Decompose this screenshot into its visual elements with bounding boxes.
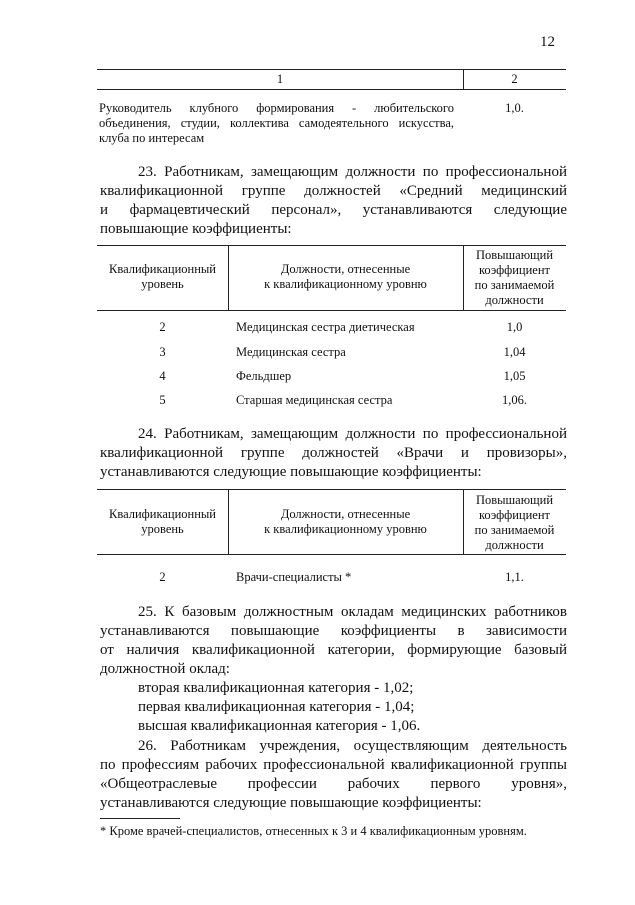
- table-cell-level: 2: [159, 570, 166, 584]
- header-coefficient-line: по занимаемой: [474, 278, 555, 292]
- header-positions-line: к квалификационному уровню: [264, 522, 427, 536]
- row-value: 1,0.: [505, 101, 524, 115]
- header-level-line: Квалификационный: [109, 262, 216, 276]
- list-item: вторая квалификационная категория - 1,02;: [138, 680, 414, 696]
- table-cell-position: Врачи-специалисты *: [236, 570, 352, 584]
- table-cell-coefficient: 1,06.: [502, 393, 527, 407]
- row-name-line-1: Руководитель клубного формирования - любительского: [99, 101, 454, 115]
- header-coefficient-line: коэффициент: [478, 508, 551, 522]
- table-header-border: [97, 310, 566, 311]
- table-cell-position: Медицинская сестра диетическая: [236, 320, 415, 334]
- section-24-line-2: квалификационной группе должностей «Врачи и провизоры»,: [100, 445, 567, 461]
- table-header-border: [97, 89, 566, 90]
- section-23-line-4: повышающие коэффициенты:: [100, 221, 292, 237]
- section-26-line-2: по профессиям рабочих профессиональной квалификационной группы: [100, 757, 567, 773]
- header-positions: [228, 507, 463, 537]
- header-coefficient-line: Повышающий: [475, 248, 554, 262]
- list-item: высшая квалификационная категория - 1,06.: [138, 718, 421, 734]
- header-coefficient-line: должности: [485, 538, 544, 552]
- section-23-line-2: квалификационной группе должностей «Средний медицинский: [100, 183, 567, 199]
- header-level-line: уровень: [141, 277, 184, 291]
- table-cell-coefficient: 1,05: [503, 369, 526, 383]
- table-top-border: [97, 245, 566, 246]
- section-26-line-4: устанавливаются следующие повышающие коэффициенты:: [100, 795, 482, 811]
- footnote-separator: [100, 818, 180, 819]
- table-header-border: [97, 554, 566, 555]
- header-coefficient: [463, 248, 566, 308]
- section-24-line-3: устанавливаются следующие повышающие коэффициенты:: [100, 464, 482, 480]
- header-coefficient-line: Повышающий: [475, 493, 554, 507]
- table-cell-coefficient: 1,04: [503, 345, 526, 359]
- row-name-line-3: клуба по интересам: [99, 131, 205, 145]
- header-coefficient-line: должности: [485, 293, 544, 307]
- header-coefficient-line: по занимаемой: [474, 523, 555, 537]
- table-cell-position: Фельдшер: [236, 369, 292, 383]
- section-23-line-1: 23. Работникам, замещающим должности по профессиональной: [138, 164, 567, 180]
- column-header-1: 1: [276, 72, 284, 86]
- header-coefficient: [463, 493, 566, 553]
- section-26-line-3: «Общеотраслевые профессии рабочих первого уровня»,: [100, 776, 567, 792]
- section-25-line-2: устанавливаются повышающие коэффициенты в зависимости: [100, 623, 567, 639]
- header-positions: [228, 262, 463, 292]
- header-positions-line: Должности, отнесенные: [280, 262, 411, 276]
- table-cell-level: 3: [159, 345, 166, 359]
- footnote: * Кроме врачей-специалистов, отнесенных к 3 и 4 квалификационным уровням.: [100, 824, 527, 838]
- table-cell-position: Медицинская сестра: [236, 345, 346, 359]
- column-header-2: 2: [511, 72, 518, 86]
- list-item: первая квалификационная категория - 1,04;: [138, 699, 415, 715]
- row-name-line-2: объединения, студии, коллектива самодеятельного искусства,: [99, 116, 454, 130]
- section-24-line-1: 24. Работникам, замещающим должности по профессиональной: [138, 426, 567, 442]
- table-cell-level: 5: [159, 393, 166, 407]
- header-coefficient-line: коэффициент: [478, 263, 551, 277]
- table-cell-coefficient: 1,1.: [505, 570, 524, 584]
- section-25-line-1: 25. К базовым должностным окладам медицинских работников: [138, 604, 567, 620]
- table-top-border: [97, 69, 566, 70]
- page-number: 12: [540, 34, 555, 50]
- header-level: [97, 262, 228, 292]
- section-25-line-4: должностной оклад:: [100, 661, 230, 677]
- table-cell-coefficient: 1,0: [506, 320, 523, 334]
- header-level: [97, 507, 228, 537]
- table-cell-level: 2: [159, 320, 166, 334]
- header-level-line: Квалификационный: [109, 507, 216, 521]
- table-cell-level: 4: [159, 369, 166, 383]
- header-positions-line: к квалификационному уровню: [264, 277, 427, 291]
- section-26-line-1: 26. Работникам учреждения, осуществляющим деятельность: [138, 738, 567, 754]
- header-positions-line: Должности, отнесенные: [280, 507, 411, 521]
- section-25-line-3: от наличия квалификационной категории, формирующие базовый: [100, 642, 567, 658]
- header-level-line: уровень: [141, 522, 184, 536]
- table-top-border: [97, 489, 566, 490]
- table-cell-position: Старшая медицинская сестра: [236, 393, 393, 407]
- section-23-line-3: и фармацевтический персонал», устанавливаются следующие: [100, 202, 567, 218]
